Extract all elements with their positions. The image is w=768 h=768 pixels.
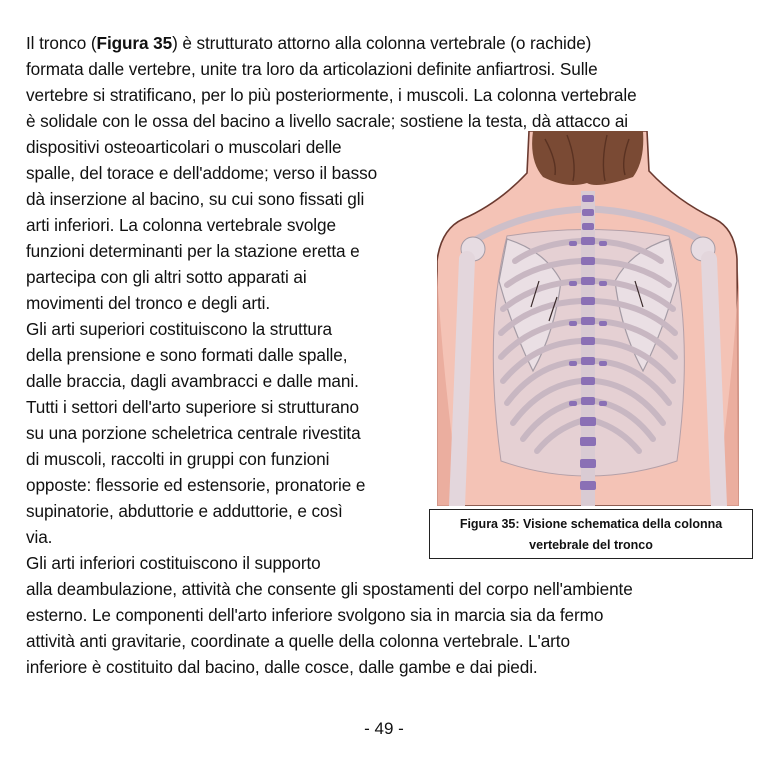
caption-line: Figura 35: Visione schematica della colonna — [459, 517, 723, 531]
text-line: inferiore è costituito dal bacino, dalle cosce, dalle gambe e dai piedi. — [26, 657, 538, 677]
text-line: Gli arti inferiori costituiscono il supporto — [26, 553, 321, 573]
figure-reference: Figura 35 — [96, 33, 173, 53]
text-line: dalle braccia, dagli avambracci e dalle mani. — [26, 371, 359, 391]
text-line: alla deambulazione, attività che consente gli spostamenti del corpo nell'ambiente — [26, 579, 633, 599]
spine-illustration — [437, 131, 739, 506]
text-line: su una porzione scheletrica centrale rivestita — [26, 423, 361, 443]
text-line: supinatorie, abduttorie e adduttorie, e così — [26, 501, 343, 521]
caption-line: vertebrale del tronco — [529, 538, 653, 552]
text-line: della prensione e sono formati dalle spalle, — [26, 345, 348, 365]
text-line: dispositivi osteoarticolari o muscolari delle — [26, 137, 342, 157]
text-line: dà inserzione al bacino, su cui sono fissati gli — [26, 189, 365, 209]
text-line: movimenti del tronco e degli arti. — [26, 293, 271, 313]
text-line: partecipa con gli altri sotto apparati ai — [26, 267, 307, 287]
text-line: Il tronco (Figura 35) è strutturato attorno alla colonna vertebrale (o rachide) — [26, 33, 592, 53]
text-line: opposte: flessorie ed estensorie, pronatorie e — [26, 475, 366, 495]
text-line: funzioni determinanti per la stazione eretta e — [26, 241, 360, 261]
page-number: - 49 - — [364, 719, 404, 738]
text-line: Tutti i settori dell'arto superiore si strutturano — [26, 397, 359, 417]
text-line: spalle, del torace e dell'addome; verso il basso — [26, 163, 378, 183]
text-line: è solidale con le ossa del bacino a livello sacrale; sostiene la testa, dà attacco ai — [26, 111, 629, 131]
text-line: attività anti gravitarie, coordinate a quelle della colonna vertebrale. L'arto — [26, 631, 570, 651]
text-line: via. — [26, 527, 53, 547]
text-line: esterno. Le componenti dell'arto inferiore svolgono sia in marcia sia da fermo — [26, 605, 604, 625]
figure-caption — [429, 509, 753, 559]
text-line: Gli arti superiori costituiscono la struttura — [26, 319, 332, 339]
text-line: vertebre si stratificano, per lo più posteriormente, i muscoli. La colonna vertebrale — [26, 85, 637, 105]
text-line: di muscoli, raccolti in gruppi con funzioni — [26, 449, 330, 469]
text-line: arti inferiori. La colonna vertebrale svolge — [26, 215, 336, 235]
text-line: formata dalle vertebre, unite tra loro da articolazioni definite anfiartrosi. Sulle — [26, 59, 598, 79]
